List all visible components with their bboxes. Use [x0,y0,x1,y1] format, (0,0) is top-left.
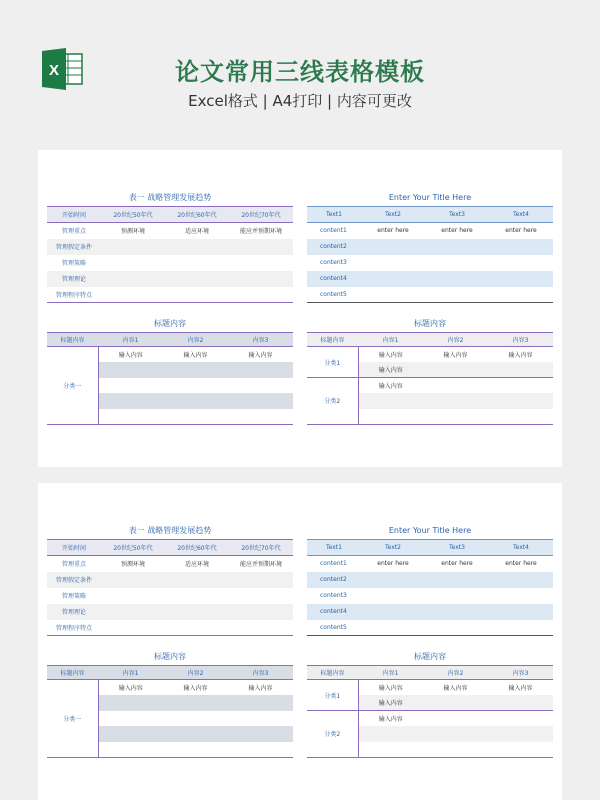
table-cell [361,271,425,287]
table-row [307,255,553,271]
table-cell: 输入内容 [358,378,423,394]
table-cell [425,572,489,588]
table-cell [489,287,553,303]
header-cell: Text3 [449,211,465,218]
table-cell [358,393,423,409]
table-cell [101,604,165,620]
table-cell [361,255,425,271]
header-cell: 标题内容 [60,670,85,677]
table-header-row [307,540,553,556]
header-cell: Text2 [385,211,401,218]
row-label: content4 [320,608,347,615]
table-cell [228,378,293,394]
table-cell [229,620,293,636]
table-cell [165,287,229,303]
table-cell [101,572,165,588]
table-cell [361,604,425,620]
header-cell: 内容1 [122,670,139,677]
table-cell [228,726,293,742]
table-header-row [307,666,553,680]
table-cell [228,393,293,409]
table-cell [98,695,163,711]
table-cell [423,742,488,758]
table-header-row [47,207,293,223]
table-cell [488,378,553,394]
group-label: 分类1 [307,347,358,378]
table-caption: 标题内容 [154,319,186,328]
table-cell [165,588,229,604]
row-label: content2 [320,576,347,583]
table-cell [163,711,228,727]
table-cell [163,362,228,378]
table-cell: enter here [505,560,537,568]
table-cell [489,604,553,620]
header-cell: 内容2 [447,337,464,344]
table-caption: Enter Your Title Here [388,526,472,535]
table-cell [101,255,165,271]
table-cell: enter here [505,227,537,235]
table-cell [361,239,425,255]
table-cell [488,695,553,711]
table-row [47,572,293,588]
table-cell: enter here [377,560,409,568]
table-cell: enter here [377,227,409,235]
row-label: content3 [320,592,347,599]
table-cell: 能应并预期环境 [239,561,282,569]
table-header-row [307,207,553,223]
table-row [47,239,293,255]
table-cell [228,711,293,727]
table-cell [101,271,165,287]
table-cell [423,393,488,409]
table-cell [425,604,489,620]
strategy-trend-table [47,206,293,303]
table-row [47,588,293,604]
table-caption: 标题内容 [154,652,186,661]
table-row [307,271,553,287]
table-cell [425,588,489,604]
header-cell: 开始时间 [61,212,86,219]
table-cell: 预测环境 [120,561,145,569]
table-cell [165,572,229,588]
category-table-block [47,316,293,425]
page-title: 论文常用三线表格模板 [175,58,425,86]
table-cell [425,271,489,287]
table-cell [358,726,423,742]
header-cell: 内容1 [382,337,399,344]
category-table [47,665,293,758]
table-cell: 输入内容 [248,685,273,692]
table-row [307,223,553,239]
table-cell [425,239,489,255]
header-cell: 内容1 [382,670,399,677]
table-caption: Enter Your Title Here [388,193,472,202]
row-label: content1 [320,560,347,568]
table-cell [163,742,228,758]
table-row [307,378,553,394]
table-cell: 输入内容 [508,352,533,359]
table-row [307,287,553,303]
header-cell: Text2 [385,544,401,551]
table-caption: 表一 战略管理发展趋势 [128,193,212,202]
row-label: content2 [320,243,347,250]
logo-letter: X [48,62,60,79]
english-table [307,206,553,303]
table-cell [165,271,229,287]
table-row [47,620,293,636]
table-cell: enter here [441,227,473,235]
table-cell [163,695,228,711]
header [0,0,600,150]
table-cell [229,588,293,604]
table-cell [488,711,553,727]
table-header-row [47,540,293,556]
table-row [47,604,293,620]
table-cell [358,742,423,758]
row-label: content1 [320,227,347,235]
group-label: 分类1 [307,680,358,711]
table-cell [163,393,228,409]
strategy-trend-table-block [47,190,293,303]
table-cell: enter here [441,560,473,568]
row-label: 管理重点 [61,228,86,236]
table-cell: 输入内容 [248,352,273,359]
header-cell: Text4 [513,544,529,551]
table-cell: 输入内容 [183,352,208,359]
table-cell [425,255,489,271]
two-group-table [307,665,553,758]
header-cell: 标题内容 [60,337,85,344]
table-cell: 适应环境 [184,228,209,236]
table-cell [228,742,293,758]
header-cell: 20世纪50年代 [113,212,153,219]
table-cell [229,271,293,287]
table-cell [489,255,553,271]
table-cell: 输入内容 [118,685,143,692]
table-cell [228,409,293,425]
table-cell [358,409,423,425]
table-cell [229,572,293,588]
row-label: 管理理论 [61,609,86,616]
table-cell [163,409,228,425]
table-cell [425,620,489,636]
header-cell: 20世纪70年代 [241,545,281,552]
table-cell [361,588,425,604]
table-cell [98,409,163,425]
table-cell: 输入内容 [443,685,468,692]
table-row [307,604,553,620]
group-label: 分类2 [307,711,358,758]
row-label: 管理策略 [61,260,86,267]
table-caption: 表一 战略管理发展趋势 [128,526,212,535]
table-cell [229,287,293,303]
table-cell [423,362,488,378]
category-table [47,332,293,425]
header-cell: 20世纪60年代 [177,545,217,552]
header-cell: 内容3 [252,670,269,677]
table-cell [423,378,488,394]
table-row [47,680,293,696]
row-label: 管理程序特点 [55,624,92,632]
row-label: 管理程序特点 [55,291,92,299]
table-row [47,271,293,287]
table-row [307,556,553,572]
row-label: content3 [320,259,347,266]
table-row [307,347,553,363]
table-cell: 输入内容 [378,685,403,692]
table-row [47,223,293,239]
table-cell [163,726,228,742]
template-sheet-2 [38,483,562,800]
table-cell [98,393,163,409]
table-cell [101,287,165,303]
table-cell [489,239,553,255]
page-subtitle: Excel格式 | A4打印 | 内容可更改 [188,92,412,110]
group-label: 分类一 [47,680,98,758]
table-cell [229,604,293,620]
table-cell [165,239,229,255]
header-cell: 内容3 [252,337,269,344]
table-header-row [307,333,553,347]
table-cell [361,572,425,588]
english-table [307,539,553,636]
group-label: 分类2 [307,378,358,425]
table-cell: 输入内容 [378,352,403,359]
english-table-block [307,190,553,303]
table-cell [163,378,228,394]
row-label: 管理理论 [61,276,86,283]
group-label: 分类一 [47,347,98,425]
header-cell: 20世纪70年代 [241,212,281,219]
table-cell [98,726,163,742]
table-cell [423,695,488,711]
table-header-row [47,666,293,680]
table-cell [98,362,163,378]
table-cell [229,239,293,255]
header-cell: 内容2 [187,670,204,677]
table-row [47,556,293,572]
row-label: 管理重点 [61,561,86,569]
table-cell: 输入内容 [508,685,533,692]
table-cell [423,409,488,425]
category-table-block [47,649,293,758]
table-row [47,347,293,363]
table-cell [489,588,553,604]
table-row [47,255,293,271]
table-row [307,588,553,604]
two-group-table [307,332,553,425]
english-table-block [307,523,553,636]
table-caption: 标题内容 [414,319,446,328]
table-cell [228,695,293,711]
table-cell [489,620,553,636]
table-cell [101,239,165,255]
table-cell [165,255,229,271]
table-cell: 输入内容 [118,352,143,359]
table-row [307,572,553,588]
table-cell [228,362,293,378]
table-cell [361,287,425,303]
two-group-table-block [307,649,553,758]
table-row [47,287,293,303]
row-label: content5 [320,623,347,631]
table-cell [489,572,553,588]
table-cell [488,393,553,409]
table-cell [488,742,553,758]
table-cell [165,604,229,620]
header-cell: Text3 [449,544,465,551]
template-sheet-1 [38,150,562,467]
table-row [307,711,553,727]
header-cell: 内容2 [447,670,464,677]
table-cell [488,409,553,425]
table-cell [489,271,553,287]
header-cell: 20世纪60年代 [177,212,217,219]
row-label: content4 [320,275,347,282]
table-cell [425,287,489,303]
table-row [307,680,553,696]
table-cell: 输入内容 [358,362,423,378]
header-cell: 内容3 [512,337,529,344]
table-cell [361,620,425,636]
table-cell: 输入内容 [443,352,468,359]
table-cell [101,588,165,604]
table-cell: 适应环境 [184,561,209,569]
table-cell [98,378,163,394]
strategy-trend-table [47,539,293,636]
table-cell: 输入内容 [358,711,423,727]
header-cell: 内容1 [122,337,139,344]
row-label: 管理策略 [61,593,86,600]
table-cell: 输入内容 [183,685,208,692]
header-cell: Text1 [326,544,342,551]
table-cell [488,362,553,378]
header-cell: 开始时间 [61,545,86,552]
row-label: 管理假定条件 [55,577,92,584]
table-row [307,620,553,636]
table-cell: 输入内容 [358,695,423,711]
table-cell [165,620,229,636]
table-cell [488,726,553,742]
row-label: content5 [320,290,347,298]
table-cell [423,711,488,727]
header-cell: Text1 [326,211,342,218]
table-cell [423,726,488,742]
table-cell [101,620,165,636]
row-label: 管理假定条件 [55,244,92,251]
table-cell: 能应并预期环境 [239,228,282,236]
header-cell: 标题内容 [320,670,345,677]
header-cell: 20世纪50年代 [113,545,153,552]
header-cell: 内容2 [187,337,204,344]
header-cell: 内容3 [512,670,529,677]
table-cell [229,255,293,271]
table-caption: 标题内容 [414,652,446,661]
table-cell [98,742,163,758]
table-cell [98,711,163,727]
header-cell: Text4 [513,211,529,218]
table-cell: 预测环境 [120,228,145,236]
strategy-trend-table-block [47,523,293,636]
two-group-table-block [307,316,553,425]
table-row [307,239,553,255]
header-cell: 标题内容 [320,337,345,344]
table-header-row [47,333,293,347]
